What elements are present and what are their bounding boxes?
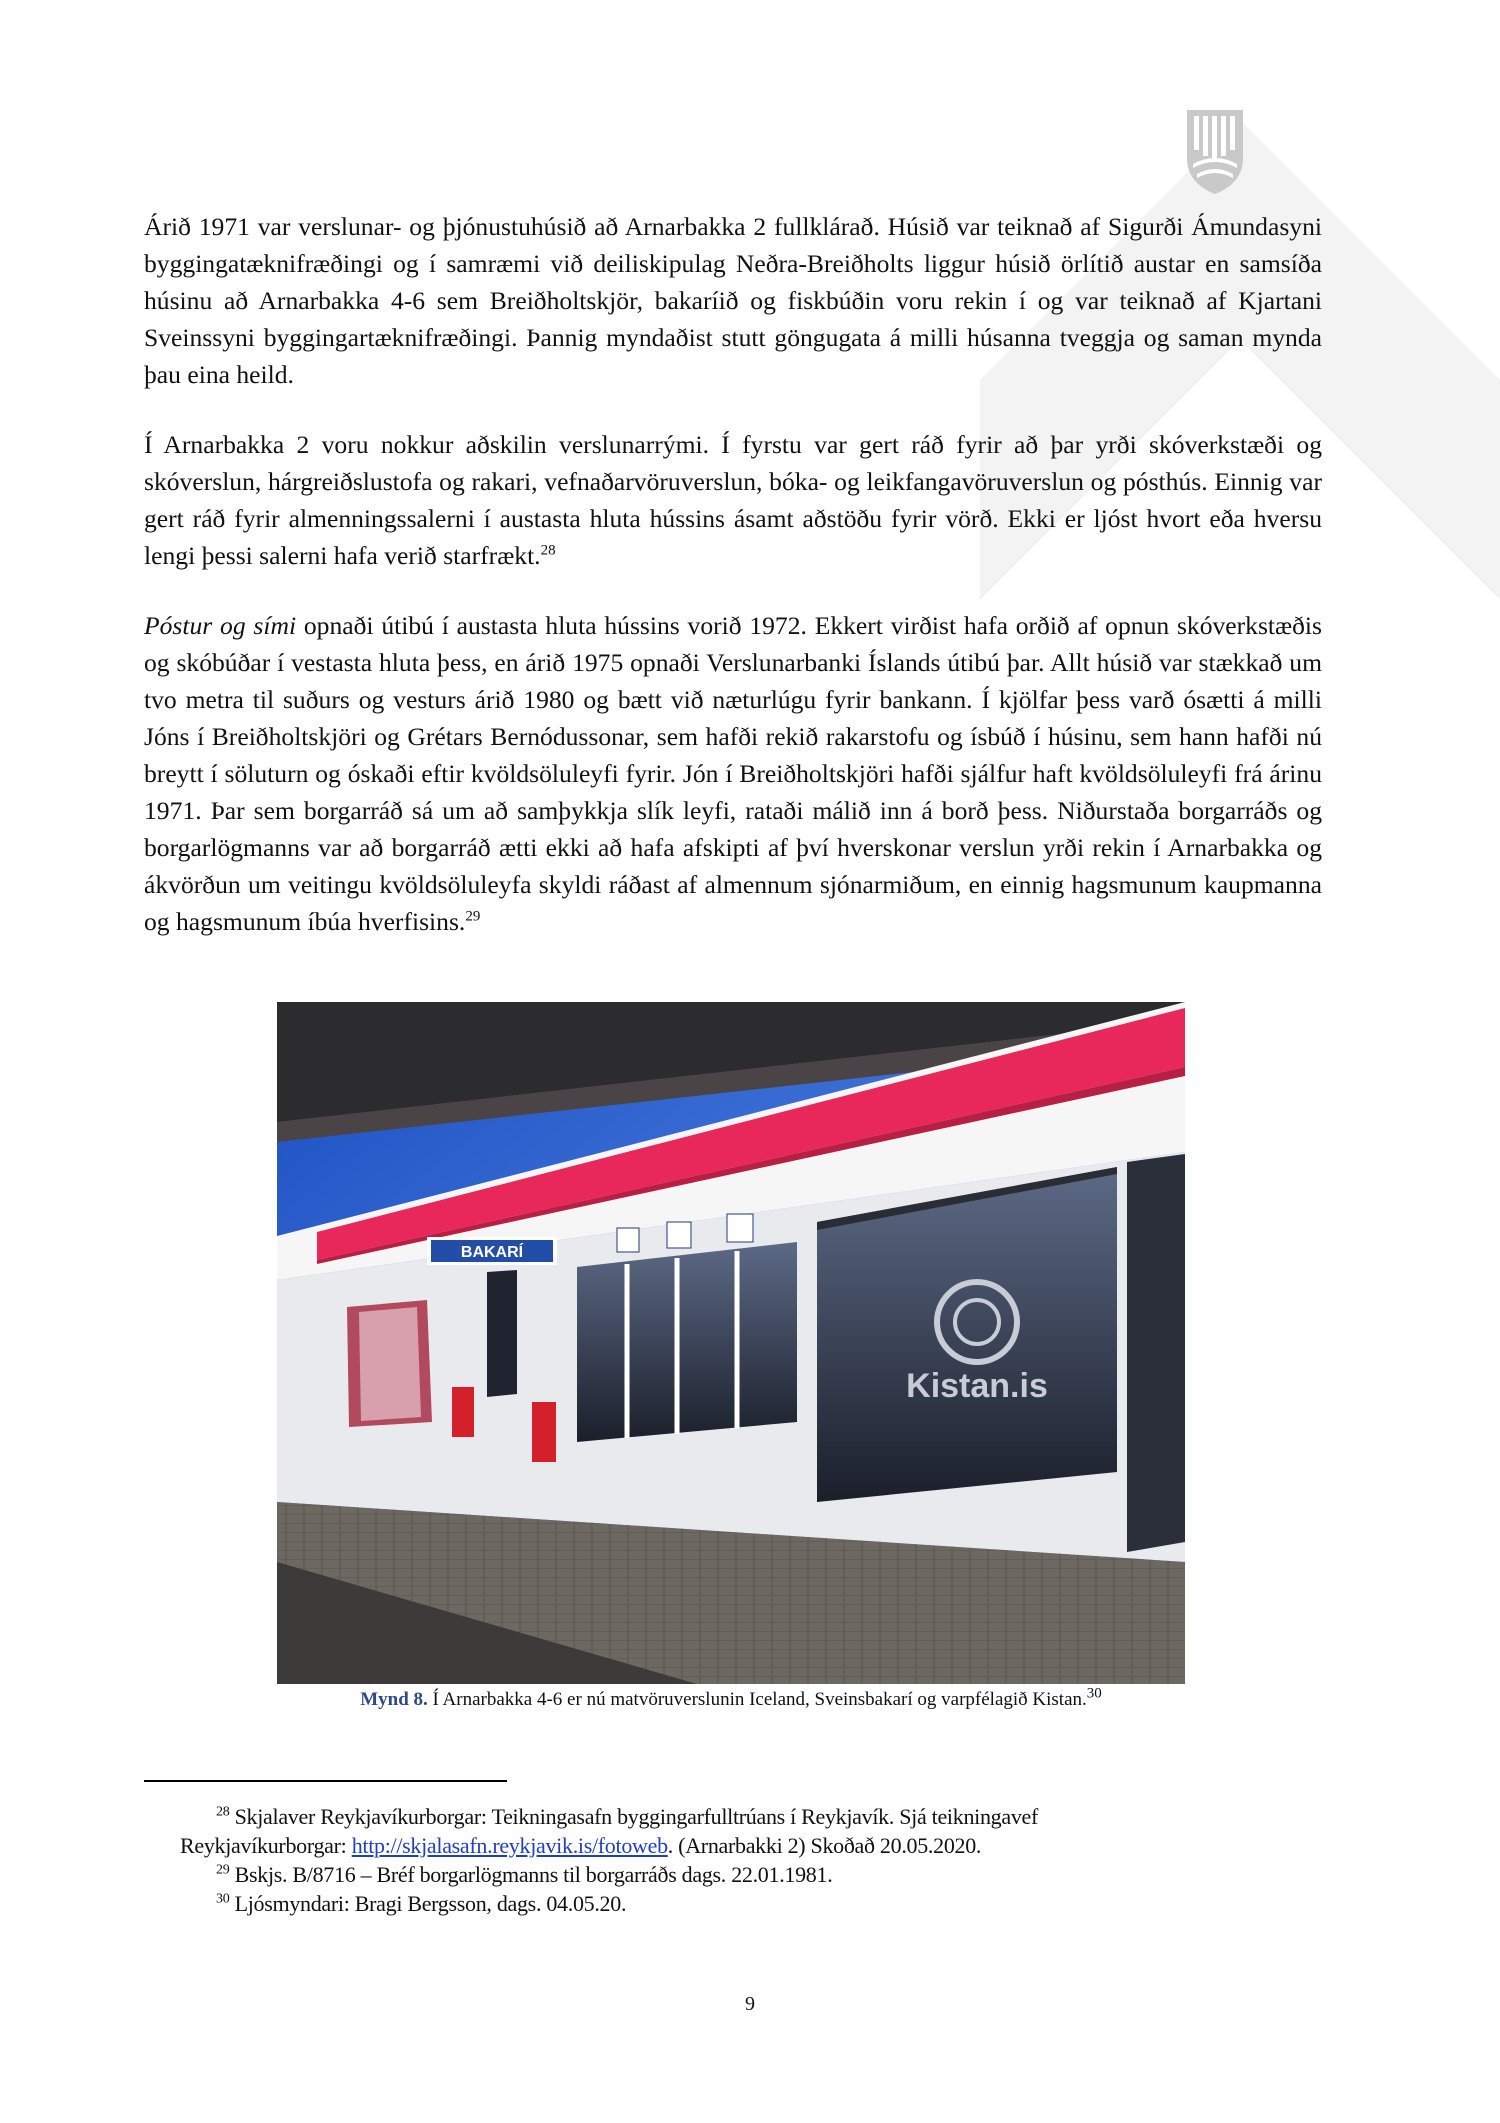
footnotes <box>144 1802 1294 1918</box>
paragraph-1 <box>144 208 1322 393</box>
paragraph-2-text: Í Arnarbakka 2 voru nokkur aðskilin verslunarrými. Í fyrstu var gert ráð fyrir að þar yrði skóverkstæði og skóverslun, hárgreiðslustofa og rakari, vefnaðarvöruverslun, bóka- og leikfangavöruverslun og pósthús. Einnig var gert ráð fyrir almenningssalerni í austasta hluta hússins ásamt aðstöðu fyrir vörð. Ekki er ljóst hvort eða hversu lengi þessi salerni hafa verið starfrækt. <box>144 430 1322 570</box>
footnote-30 <box>144 1889 1294 1918</box>
paragraph-3 <box>144 607 1322 940</box>
footnote-number: 28 <box>216 1804 230 1820</box>
figure-label: Mynd 8. <box>360 1689 428 1710</box>
storefront-photo <box>277 1002 1185 1684</box>
footnote-ref-30[interactable]: 30 <box>1086 1685 1102 1702</box>
paragraph-3-text: opnaði útibú í austasta hluta hússins vorið 1972. Ekkert virðist hafa orðið af opnun skóverkstæðis og skóbúðar í vestasta hluta þess, en árið 1975 opnaði Verslunarbanki Íslands útibú þar. Allt húsið var stækkað um tvo metra til suðurs og vesturs árið 1980 og bætt við næturlúgu fyrir bankann. Í kjölfar þess varð ósætti á milli Jóns í Breiðholtskjöri og Grétars Bernódussonar, sem hafði rekið rakarstofu og ísbúð í húsinu, sem hann hafði nú breytt í söluturn og óskaði eftir kvöldsöluleyfi fyrir. Jón í Breiðholtskjöri hafði sjálfur haft kvöldsöluleyfi frá árinu 1971. Þar sem borgarráð sá um að samþykkja slík leyfi, rataði málið inn á borð þess. Niðurstaða borgarráðs og borgarlögmanns var að borgarráð ætti ekki að hafa afskipti af því hverskonar verslun yrði rekin í Arnarbakka og ákvörðun um veitingu kvöldsöluleyfa skyldi ráðast af almennum sjónarmiðum, en einnig hagsmunum kaupmanna og hagsmunum íbúa hverfisins. <box>144 611 1322 936</box>
municipal-crest-icon <box>1185 108 1245 196</box>
footnote-28 <box>144 1802 1294 1831</box>
footnote-30-text: Ljósmyndari: Bragi Bergsson, dags. 04.05.20. <box>234 1891 627 1916</box>
footnote-28-prefix: Reykjavíkurborgar: <box>180 1833 352 1858</box>
body-text <box>144 208 1322 940</box>
footnote-separator <box>144 1780 507 1782</box>
fotoweb-link[interactable]: http://skjalasafn.reykjavik.is/fotoweb <box>351 1833 668 1858</box>
paragraph-2 <box>144 426 1322 574</box>
kistan-window-logo: Kistan.is <box>906 1367 1048 1405</box>
footnote-ref-29[interactable]: 29 <box>465 908 481 925</box>
caption-text: Í Arnarbakka 4-6 er nú matvöruverslunin Iceland, Sveinsbakarí og varpfélagið Kistan. <box>427 1689 1087 1710</box>
footnote-ref-28[interactable]: 28 <box>540 542 556 559</box>
page-number: 9 <box>745 1993 755 2015</box>
footnote-28-continued <box>144 1831 1294 1860</box>
footnote-number: 30 <box>216 1891 230 1907</box>
footnote-29 <box>144 1860 1294 1889</box>
paragraph-1-text: Árið 1971 var verslunar- og þjónustuhúsið að Arnarbakka 2 fullklárað. Húsið var teiknað af Sigurði Ámundasyni byggingatæknifræðingi og í samræmi við deiliskipulag Neðra-Breiðholts liggur húsið örlítið austar en samsíða húsinu að Arnarbakka 4-6 sem Breiðholtskjör, bakaríið og fiskbúðin voru rekin í og var teiknað af Kjartani Sveinssyni byggingartæknifræðingi. Þannig myndaðist stutt göngugata á milli húsanna tveggja og saman mynda þau eina heild. <box>144 212 1322 389</box>
footnote-29-text: Bskjs. B/8716 – Bréf borgarlögmanns til borgarráðs dags. 22.01.1981. <box>234 1862 833 1887</box>
footnote-28-suffix: . (Arnarbakki 2) Skoðað 20.05.2020. <box>667 1833 982 1858</box>
figure-caption <box>277 1685 1185 1712</box>
footnote-number: 29 <box>216 1862 230 1878</box>
bakery-sign: BAKARÍ <box>460 1244 524 1261</box>
paragraph-3-italic: Póstur og sími <box>144 611 297 640</box>
footnote-28-text: Skjalaver Reykjavíkurborgar: Teikningasafn byggingarfulltrúans í Reykjavík. Sjá teikningavef <box>234 1804 1039 1829</box>
